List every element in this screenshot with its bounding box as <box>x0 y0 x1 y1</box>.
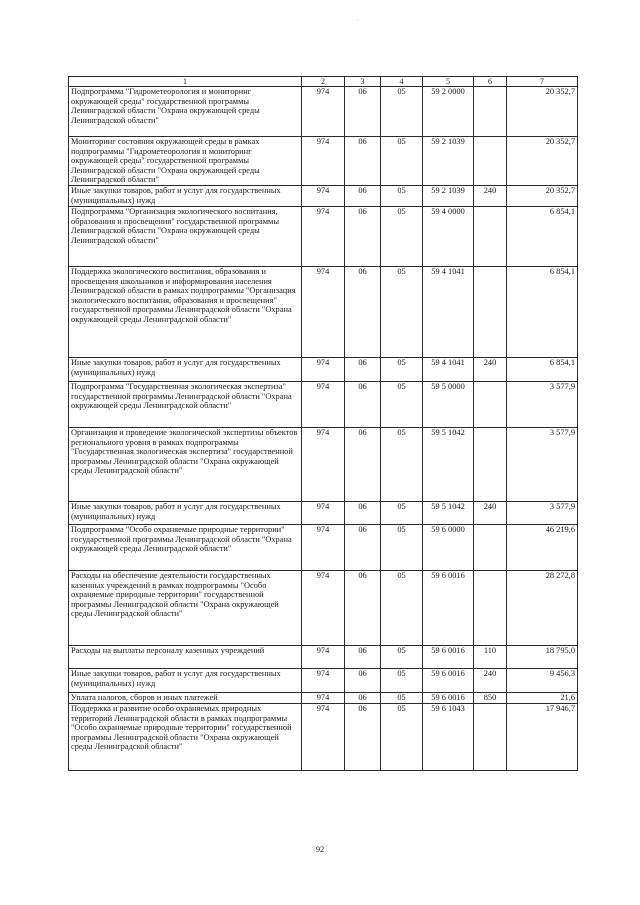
row-code-cell: 974 <box>302 357 345 381</box>
row-sum-cell: 3 577,9 <box>507 427 578 501</box>
table-row <box>69 206 578 266</box>
row-section-cell: 06 <box>345 427 381 501</box>
row-target-cell: 59 6 0016 <box>423 668 474 692</box>
row-code-cell: 974 <box>302 381 345 427</box>
row-target-cell: 59 4 1041 <box>423 266 474 357</box>
table-row <box>69 87 578 137</box>
row-subsection-cell: 05 <box>381 357 423 381</box>
row-section-cell: 06 <box>345 206 381 266</box>
row-sum-cell: 6 854,1 <box>507 206 578 266</box>
row-sum-cell: 9 456,3 <box>507 668 578 692</box>
table-row <box>69 185 578 206</box>
row-section-cell: 06 <box>345 570 381 645</box>
table-row <box>69 668 578 692</box>
row-subsection-cell: 05 <box>381 137 423 186</box>
header-cell: 3 <box>345 77 381 87</box>
header-cell: 5 <box>423 77 474 87</box>
row-code-cell: 974 <box>302 266 345 357</box>
row-target-cell: 59 2 1039 <box>423 137 474 186</box>
row-subsection-cell: 05 <box>381 381 423 427</box>
row-type-cell: 110 <box>474 645 507 668</box>
row-code-cell: 974 <box>302 427 345 501</box>
row-subsection-cell: 05 <box>381 266 423 357</box>
table-row <box>69 357 578 381</box>
row-target-cell: 59 6 0016 <box>423 645 474 668</box>
row-name-cell: Организация и проведение экологической экспертизы объектов регионального уровня в рамках подпрограммы "Государственная экологическая экспертиза" государственной программы Ленинградской области "Охрана окружающей среды Ленинградской области" <box>69 427 302 501</box>
row-subsection-cell: 05 <box>381 645 423 668</box>
row-type-cell <box>474 703 507 770</box>
row-code-cell: 974 <box>302 703 345 770</box>
scan-mark: · <box>357 18 359 24</box>
table-row <box>69 645 578 668</box>
row-subsection-cell: 05 <box>381 570 423 645</box>
row-subsection-cell: 05 <box>381 692 423 703</box>
row-target-cell: 59 6 0016 <box>423 692 474 703</box>
row-subsection-cell: 05 <box>381 703 423 770</box>
row-target-cell: 59 5 1042 <box>423 427 474 501</box>
header-cell: 4 <box>381 77 423 87</box>
row-name-cell: Иные закупки товаров, работ и услуг для государственных (муниципальных) нужд <box>69 357 302 381</box>
row-subsection-cell: 05 <box>381 427 423 501</box>
row-code-cell: 974 <box>302 206 345 266</box>
page-number: 92 <box>315 845 325 854</box>
row-name-cell: Подпрограмма "Государственная экологическая экспертиза" государственной программы Ленинградской области "Охрана окружающей среды Ленинградской области" <box>69 381 302 427</box>
row-name-cell: Поддержка и развитие особо охраняемых природных территорий Ленинградской области в рамках подпрограммы "Особо охраняемые природные территории" государственной программы Ленинградской области "Охрана окружающей среды Ленинградской области" <box>69 703 302 770</box>
row-name-cell: Иные закупки товаров, работ и услуг для государственных (муниципальных) нужд <box>69 668 302 692</box>
row-section-cell: 06 <box>345 185 381 206</box>
header-cell: 7 <box>507 77 578 87</box>
row-subsection-cell: 05 <box>381 501 423 524</box>
row-name-cell: Подпрограмма "Особо охраняемые природные территории" государственной программы Ленинградской области "Охрана окружающей среды Ленинградской области" <box>69 524 302 570</box>
row-target-cell: 59 2 0000 <box>423 87 474 137</box>
row-type-cell <box>474 137 507 186</box>
row-subsection-cell: 05 <box>381 185 423 206</box>
row-target-cell: 59 6 0016 <box>423 570 474 645</box>
table-row <box>69 501 578 524</box>
row-type-cell <box>474 87 507 137</box>
row-sum-cell: 17 946,7 <box>507 703 578 770</box>
row-section-cell: 06 <box>345 692 381 703</box>
row-target-cell: 59 4 0000 <box>423 206 474 266</box>
row-section-cell: 06 <box>345 357 381 381</box>
row-code-cell: 974 <box>302 692 345 703</box>
row-type-cell <box>474 381 507 427</box>
row-target-cell: 59 6 0000 <box>423 524 474 570</box>
row-sum-cell: 46 219,6 <box>507 524 578 570</box>
row-name-cell: Подпрограмма "Гидрометеорология и мониторинг окружающей среды" государственной программы Ленинградской области "Охрана окружающей среды Ленинградской области" <box>69 87 302 137</box>
row-target-cell: 59 5 1042 <box>423 501 474 524</box>
row-type-cell: 240 <box>474 357 507 381</box>
row-sum-cell: 20 352,7 <box>507 87 578 137</box>
row-section-cell: 06 <box>345 87 381 137</box>
row-sum-cell: 20 352,7 <box>507 137 578 186</box>
row-section-cell: 06 <box>345 381 381 427</box>
row-type-cell <box>474 266 507 357</box>
table-row <box>69 137 578 186</box>
row-type-cell <box>474 524 507 570</box>
row-code-cell: 974 <box>302 668 345 692</box>
row-target-cell: 59 2 1039 <box>423 185 474 206</box>
row-type-cell <box>474 570 507 645</box>
row-code-cell: 974 <box>302 645 345 668</box>
row-section-cell: 06 <box>345 524 381 570</box>
row-name-cell: Расходы на выплаты персоналу казенных учреждений <box>69 645 302 668</box>
row-section-cell: 06 <box>345 645 381 668</box>
row-subsection-cell: 05 <box>381 206 423 266</box>
row-section-cell: 06 <box>345 703 381 770</box>
header-cell: 1 <box>69 77 302 87</box>
row-target-cell: 59 5 0000 <box>423 381 474 427</box>
row-name-cell: Иные закупки товаров, работ и услуг для государственных (муниципальных) нужд <box>69 501 302 524</box>
table-header-row <box>69 77 578 87</box>
row-type-cell: 240 <box>474 185 507 206</box>
table-row <box>69 570 578 645</box>
row-type-cell <box>474 206 507 266</box>
row-section-cell: 06 <box>345 501 381 524</box>
row-subsection-cell: 05 <box>381 524 423 570</box>
row-code-cell: 974 <box>302 137 345 186</box>
row-sum-cell: 3 577,9 <box>507 381 578 427</box>
row-sum-cell: 28 272,8 <box>507 570 578 645</box>
table-row <box>69 266 578 357</box>
row-type-cell <box>474 427 507 501</box>
row-type-cell: 240 <box>474 668 507 692</box>
row-sum-cell: 18 795,0 <box>507 645 578 668</box>
table-row <box>69 692 578 703</box>
header-cell: 2 <box>302 77 345 87</box>
table-row <box>69 703 578 770</box>
row-subsection-cell: 05 <box>381 668 423 692</box>
row-code-cell: 974 <box>302 570 345 645</box>
row-type-cell: 850 <box>474 692 507 703</box>
row-type-cell: 240 <box>474 501 507 524</box>
row-section-cell: 06 <box>345 668 381 692</box>
row-sum-cell: 3 577,9 <box>507 501 578 524</box>
row-sum-cell: 20 352,7 <box>507 185 578 206</box>
row-code-cell: 974 <box>302 185 345 206</box>
row-sum-cell: 21,6 <box>507 692 578 703</box>
row-section-cell: 06 <box>345 266 381 357</box>
row-sum-cell: 6 854,1 <box>507 266 578 357</box>
row-name-cell: Подпрограмма "Организация экологического воспитания, образования и просвещения" государственной программы Ленинградской области "Охрана окружающей среды Ленинградской области" <box>69 206 302 266</box>
row-name-cell: Уплата налогов, сборов и иных платежей <box>69 692 302 703</box>
row-code-cell: 974 <box>302 87 345 137</box>
row-subsection-cell: 05 <box>381 87 423 137</box>
row-name-cell: Иные закупки товаров, работ и услуг для государственных (муниципальных) нужд <box>69 185 302 206</box>
header-cell: 6 <box>474 77 507 87</box>
row-section-cell: 06 <box>345 137 381 186</box>
row-code-cell: 974 <box>302 501 345 524</box>
row-target-cell: 59 4 1041 <box>423 357 474 381</box>
budget-table <box>68 76 578 771</box>
table-row <box>69 427 578 501</box>
table-row <box>69 381 578 427</box>
row-target-cell: 59 6 1043 <box>423 703 474 770</box>
row-name-cell: Поддержка экологического воспитания, образования и просвещения школьников и информирования населения Ленинградской области в рамках подпрограммы "Организация экологического воспитания, образования и просвещения" государственной программы Ленинградской области "Охрана окружающей среды Ленинградской области" <box>69 266 302 357</box>
row-code-cell: 974 <box>302 524 345 570</box>
row-sum-cell: 6 854,1 <box>507 357 578 381</box>
table-row <box>69 524 578 570</box>
row-name-cell: Расходы на обеспечение деятельности государственных казенных учреждений в рамках подпрограммы "Особо охраняемые природные территории" государственной программы Ленинградской области "Охрана окружающей среды Ленинградской области" <box>69 570 302 645</box>
row-name-cell: Мониторинг состояния окружающей среды в рамках подпрограммы "Гидрометеорология и мониторинг окружающей среды" государственной программы Ленинградской области "Охрана окружающей среды Ленинградской области" <box>69 137 302 186</box>
